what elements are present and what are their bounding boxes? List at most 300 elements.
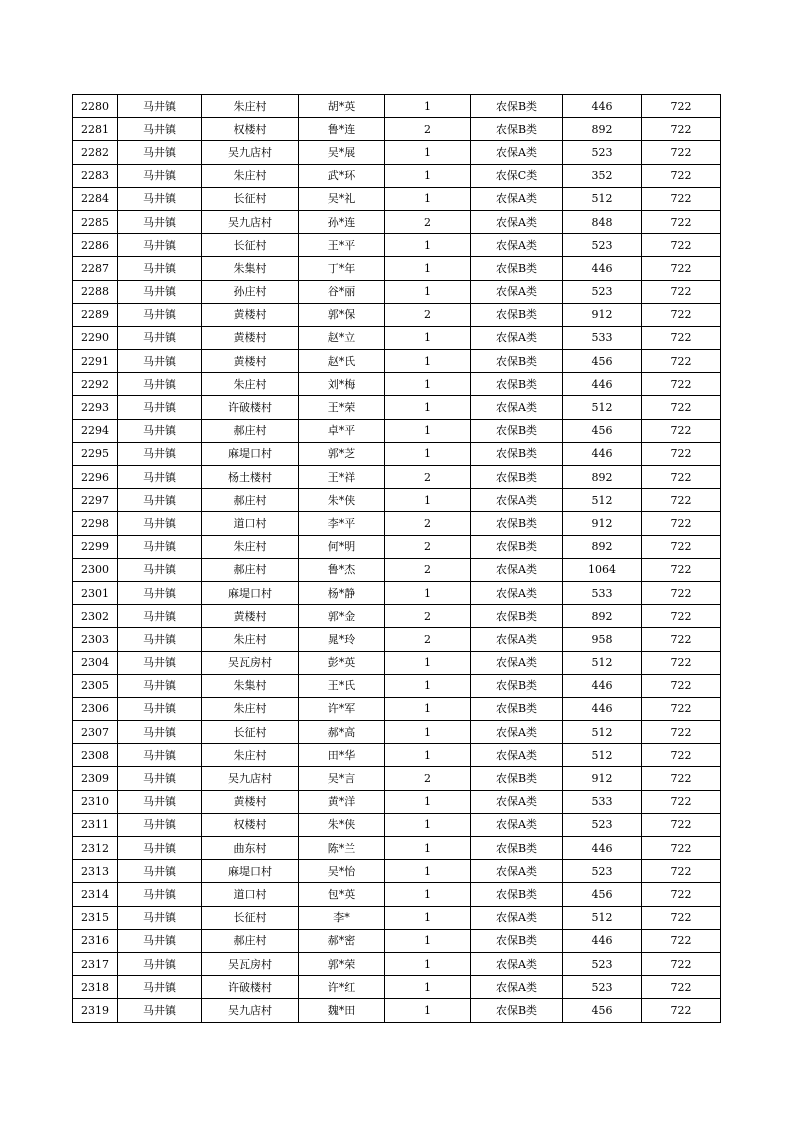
insurance-type-cell: 农保B类	[471, 535, 563, 558]
amount-cell: 446	[563, 373, 642, 396]
village-cell: 孙庄村	[202, 280, 299, 303]
table-row	[73, 535, 721, 558]
village-cell: 许破楼村	[202, 976, 299, 999]
table-row	[73, 164, 721, 187]
row-number-cell: 2316	[73, 929, 118, 952]
household-size-cell: 1	[385, 929, 471, 952]
insurance-type-cell: 农保B类	[471, 466, 563, 489]
household-size-cell: 1	[385, 837, 471, 860]
table-row	[73, 744, 721, 767]
household-size-cell: 1	[385, 187, 471, 210]
table-body	[73, 95, 721, 1023]
code-cell: 722	[642, 210, 721, 233]
code-cell: 722	[642, 303, 721, 326]
household-size-cell: 1	[385, 164, 471, 187]
household-size-cell: 1	[385, 906, 471, 929]
table-row	[73, 95, 721, 118]
household-size-cell: 1	[385, 883, 471, 906]
village-cell: 黄楼村	[202, 350, 299, 373]
code-cell: 722	[642, 721, 721, 744]
row-number-cell: 2281	[73, 118, 118, 141]
town-cell: 马井镇	[118, 373, 202, 396]
household-size-cell: 2	[385, 512, 471, 535]
row-number-cell: 2296	[73, 466, 118, 489]
household-size-cell: 1	[385, 999, 471, 1022]
town-cell: 马井镇	[118, 860, 202, 883]
code-cell: 722	[642, 790, 721, 813]
amount-cell: 512	[563, 187, 642, 210]
name-cell: 晁*玲	[299, 628, 385, 651]
code-cell: 722	[642, 767, 721, 790]
name-cell: 王*氏	[299, 674, 385, 697]
amount-cell: 446	[563, 697, 642, 720]
code-cell: 722	[642, 906, 721, 929]
amount-cell: 446	[563, 442, 642, 465]
insurance-type-cell: 农保B类	[471, 257, 563, 280]
amount-cell: 958	[563, 628, 642, 651]
name-cell: 包*英	[299, 883, 385, 906]
insurance-type-cell: 农保A类	[471, 234, 563, 257]
town-cell: 马井镇	[118, 767, 202, 790]
row-number-cell: 2294	[73, 419, 118, 442]
town-cell: 马井镇	[118, 628, 202, 651]
code-cell: 722	[642, 999, 721, 1022]
name-cell: 鲁*连	[299, 118, 385, 141]
village-cell: 朱庄村	[202, 697, 299, 720]
village-cell: 朱庄村	[202, 373, 299, 396]
name-cell: 朱*侠	[299, 489, 385, 512]
name-cell: 吴*礼	[299, 187, 385, 210]
name-cell: 王*平	[299, 234, 385, 257]
name-cell: 吴*怡	[299, 860, 385, 883]
table-row	[73, 605, 721, 628]
village-cell: 杨土楼村	[202, 466, 299, 489]
row-number-cell: 2293	[73, 396, 118, 419]
name-cell: 朱*侠	[299, 813, 385, 836]
row-number-cell: 2314	[73, 883, 118, 906]
row-number-cell: 2282	[73, 141, 118, 164]
amount-cell: 892	[563, 466, 642, 489]
household-size-cell: 1	[385, 697, 471, 720]
town-cell: 马井镇	[118, 95, 202, 118]
row-number-cell: 2305	[73, 674, 118, 697]
village-cell: 吴瓦房村	[202, 952, 299, 975]
household-size-cell: 1	[385, 581, 471, 604]
insurance-type-cell: 农保A类	[471, 976, 563, 999]
amount-cell: 456	[563, 350, 642, 373]
town-cell: 马井镇	[118, 651, 202, 674]
code-cell: 722	[642, 581, 721, 604]
village-cell: 朱集村	[202, 674, 299, 697]
insurance-type-cell: 农保A类	[471, 906, 563, 929]
household-size-cell: 1	[385, 442, 471, 465]
town-cell: 马井镇	[118, 929, 202, 952]
table-row	[73, 303, 721, 326]
household-size-cell: 2	[385, 466, 471, 489]
town-cell: 马井镇	[118, 512, 202, 535]
code-cell: 722	[642, 350, 721, 373]
code-cell: 722	[642, 535, 721, 558]
insurance-type-cell: 农保B类	[471, 605, 563, 628]
row-number-cell: 2310	[73, 790, 118, 813]
table-row	[73, 906, 721, 929]
insurance-type-cell: 农保A类	[471, 396, 563, 419]
household-size-cell: 1	[385, 234, 471, 257]
town-cell: 马井镇	[118, 187, 202, 210]
town-cell: 马井镇	[118, 164, 202, 187]
household-size-cell: 1	[385, 419, 471, 442]
household-size-cell: 1	[385, 721, 471, 744]
code-cell: 722	[642, 674, 721, 697]
row-number-cell: 2315	[73, 906, 118, 929]
amount-cell: 912	[563, 512, 642, 535]
village-cell: 道口村	[202, 883, 299, 906]
name-cell: 魏*田	[299, 999, 385, 1022]
village-cell: 道口村	[202, 512, 299, 535]
amount-cell: 523	[563, 860, 642, 883]
town-cell: 马井镇	[118, 581, 202, 604]
code-cell: 722	[642, 419, 721, 442]
household-size-cell: 2	[385, 210, 471, 233]
household-size-cell: 1	[385, 813, 471, 836]
name-cell: 刘*梅	[299, 373, 385, 396]
household-size-cell: 1	[385, 396, 471, 419]
town-cell: 马井镇	[118, 257, 202, 280]
table-row	[73, 790, 721, 813]
household-size-cell: 1	[385, 280, 471, 303]
insurance-type-cell: 农保A类	[471, 813, 563, 836]
town-cell: 马井镇	[118, 813, 202, 836]
household-size-cell: 1	[385, 350, 471, 373]
insurance-type-cell: 农保A类	[471, 558, 563, 581]
insurance-type-cell: 农保A类	[471, 210, 563, 233]
name-cell: 王*祥	[299, 466, 385, 489]
amount-cell: 512	[563, 721, 642, 744]
code-cell: 722	[642, 952, 721, 975]
code-cell: 722	[642, 837, 721, 860]
insurance-type-cell: 农保B类	[471, 512, 563, 535]
code-cell: 722	[642, 860, 721, 883]
name-cell: 郝*密	[299, 929, 385, 952]
row-number-cell: 2313	[73, 860, 118, 883]
code-cell: 722	[642, 929, 721, 952]
row-number-cell: 2289	[73, 303, 118, 326]
household-size-cell: 2	[385, 535, 471, 558]
row-number-cell: 2284	[73, 187, 118, 210]
town-cell: 马井镇	[118, 999, 202, 1022]
name-cell: 郭*荣	[299, 952, 385, 975]
row-number-cell: 2280	[73, 95, 118, 118]
table-row	[73, 628, 721, 651]
village-cell: 长征村	[202, 721, 299, 744]
amount-cell: 912	[563, 767, 642, 790]
town-cell: 马井镇	[118, 721, 202, 744]
village-cell: 曲东村	[202, 837, 299, 860]
household-size-cell: 1	[385, 674, 471, 697]
insurance-type-cell: 农保A类	[471, 581, 563, 604]
row-number-cell: 2319	[73, 999, 118, 1022]
household-size-cell: 1	[385, 952, 471, 975]
name-cell: 孙*连	[299, 210, 385, 233]
insurance-type-cell: 农保A类	[471, 280, 563, 303]
town-cell: 马井镇	[118, 350, 202, 373]
code-cell: 722	[642, 466, 721, 489]
table-row	[73, 883, 721, 906]
table-row	[73, 512, 721, 535]
insurance-type-cell: 农保B类	[471, 95, 563, 118]
name-cell: 卓*平	[299, 419, 385, 442]
amount-cell: 912	[563, 303, 642, 326]
village-cell: 郝庄村	[202, 489, 299, 512]
insurance-type-cell: 农保B类	[471, 419, 563, 442]
table-row	[73, 651, 721, 674]
name-cell: 许*军	[299, 697, 385, 720]
village-cell: 朱庄村	[202, 744, 299, 767]
town-cell: 马井镇	[118, 605, 202, 628]
code-cell: 722	[642, 489, 721, 512]
row-number-cell: 2285	[73, 210, 118, 233]
row-number-cell: 2299	[73, 535, 118, 558]
row-number-cell: 2304	[73, 651, 118, 674]
row-number-cell: 2312	[73, 837, 118, 860]
amount-cell: 512	[563, 744, 642, 767]
village-cell: 黄楼村	[202, 605, 299, 628]
code-cell: 722	[642, 744, 721, 767]
table-row	[73, 419, 721, 442]
town-cell: 马井镇	[118, 419, 202, 442]
town-cell: 马井镇	[118, 535, 202, 558]
household-size-cell: 1	[385, 489, 471, 512]
code-cell: 722	[642, 141, 721, 164]
code-cell: 722	[642, 813, 721, 836]
row-number-cell: 2297	[73, 489, 118, 512]
row-number-cell: 2307	[73, 721, 118, 744]
household-size-cell: 2	[385, 628, 471, 651]
village-cell: 吴九店村	[202, 141, 299, 164]
name-cell: 郭*金	[299, 605, 385, 628]
amount-cell: 512	[563, 651, 642, 674]
village-cell: 吴瓦房村	[202, 651, 299, 674]
data-table	[72, 94, 721, 1023]
household-size-cell: 2	[385, 558, 471, 581]
code-cell: 722	[642, 326, 721, 349]
insurance-type-cell: 农保B类	[471, 350, 563, 373]
insurance-type-cell: 农保B类	[471, 767, 563, 790]
village-cell: 长征村	[202, 187, 299, 210]
name-cell: 黄*洋	[299, 790, 385, 813]
table-row	[73, 929, 721, 952]
name-cell: 田*华	[299, 744, 385, 767]
town-cell: 马井镇	[118, 141, 202, 164]
household-size-cell: 1	[385, 95, 471, 118]
town-cell: 马井镇	[118, 790, 202, 813]
insurance-type-cell: 农保C类	[471, 164, 563, 187]
town-cell: 马井镇	[118, 118, 202, 141]
village-cell: 麻堤口村	[202, 442, 299, 465]
row-number-cell: 2302	[73, 605, 118, 628]
village-cell: 权楼村	[202, 813, 299, 836]
household-size-cell: 1	[385, 326, 471, 349]
village-cell: 朱庄村	[202, 535, 299, 558]
code-cell: 722	[642, 697, 721, 720]
name-cell: 郭*保	[299, 303, 385, 326]
village-cell: 麻堤口村	[202, 860, 299, 883]
table-row	[73, 280, 721, 303]
name-cell: 郝*高	[299, 721, 385, 744]
code-cell: 722	[642, 234, 721, 257]
table-row	[73, 489, 721, 512]
row-number-cell: 2308	[73, 744, 118, 767]
town-cell: 马井镇	[118, 396, 202, 419]
village-cell: 吴九店村	[202, 210, 299, 233]
code-cell: 722	[642, 442, 721, 465]
insurance-type-cell: 农保B类	[471, 674, 563, 697]
code-cell: 722	[642, 95, 721, 118]
amount-cell: 446	[563, 257, 642, 280]
village-cell: 吴九店村	[202, 999, 299, 1022]
amount-cell: 512	[563, 489, 642, 512]
table-row	[73, 999, 721, 1022]
code-cell: 722	[642, 118, 721, 141]
code-cell: 722	[642, 605, 721, 628]
household-size-cell: 1	[385, 651, 471, 674]
town-cell: 马井镇	[118, 883, 202, 906]
code-cell: 722	[642, 396, 721, 419]
name-cell: 鲁*杰	[299, 558, 385, 581]
name-cell: 赵*氏	[299, 350, 385, 373]
household-size-cell: 1	[385, 790, 471, 813]
amount-cell: 892	[563, 605, 642, 628]
household-size-cell: 2	[385, 767, 471, 790]
row-number-cell: 2295	[73, 442, 118, 465]
name-cell: 赵*立	[299, 326, 385, 349]
town-cell: 马井镇	[118, 326, 202, 349]
amount-cell: 1064	[563, 558, 642, 581]
amount-cell: 446	[563, 674, 642, 697]
row-number-cell: 2290	[73, 326, 118, 349]
table-row	[73, 466, 721, 489]
table-row	[73, 210, 721, 233]
village-cell: 长征村	[202, 906, 299, 929]
name-cell: 杨*静	[299, 581, 385, 604]
insurance-type-cell: 农保A类	[471, 721, 563, 744]
name-cell: 丁*年	[299, 257, 385, 280]
town-cell: 马井镇	[118, 674, 202, 697]
row-number-cell: 2317	[73, 952, 118, 975]
row-number-cell: 2301	[73, 581, 118, 604]
row-number-cell: 2283	[73, 164, 118, 187]
village-cell: 长征村	[202, 234, 299, 257]
row-number-cell: 2311	[73, 813, 118, 836]
row-number-cell: 2309	[73, 767, 118, 790]
household-size-cell: 2	[385, 303, 471, 326]
amount-cell: 456	[563, 999, 642, 1022]
household-size-cell: 1	[385, 744, 471, 767]
name-cell: 许*红	[299, 976, 385, 999]
town-cell: 马井镇	[118, 906, 202, 929]
amount-cell: 446	[563, 929, 642, 952]
village-cell: 郝庄村	[202, 558, 299, 581]
table-row	[73, 141, 721, 164]
village-cell: 朱集村	[202, 257, 299, 280]
amount-cell: 523	[563, 813, 642, 836]
table-row	[73, 118, 721, 141]
table-row	[73, 721, 721, 744]
amount-cell: 892	[563, 118, 642, 141]
household-size-cell: 2	[385, 605, 471, 628]
insurance-type-cell: 农保A类	[471, 651, 563, 674]
table-row	[73, 860, 721, 883]
insurance-type-cell: 农保A类	[471, 744, 563, 767]
table-row	[73, 396, 721, 419]
table-row	[73, 697, 721, 720]
insurance-type-cell: 农保A类	[471, 489, 563, 512]
town-cell: 马井镇	[118, 442, 202, 465]
table-row	[73, 581, 721, 604]
name-cell: 何*明	[299, 535, 385, 558]
amount-cell: 523	[563, 952, 642, 975]
amount-cell: 848	[563, 210, 642, 233]
table-row	[73, 558, 721, 581]
row-number-cell: 2288	[73, 280, 118, 303]
row-number-cell: 2303	[73, 628, 118, 651]
village-cell: 朱庄村	[202, 164, 299, 187]
household-size-cell: 2	[385, 118, 471, 141]
table-row	[73, 442, 721, 465]
amount-cell: 512	[563, 396, 642, 419]
insurance-type-cell: 农保B类	[471, 999, 563, 1022]
town-cell: 马井镇	[118, 558, 202, 581]
insurance-type-cell: 农保B类	[471, 303, 563, 326]
amount-cell: 512	[563, 906, 642, 929]
name-cell: 谷*丽	[299, 280, 385, 303]
insurance-type-cell: 农保B类	[471, 837, 563, 860]
table-row	[73, 257, 721, 280]
row-number-cell: 2287	[73, 257, 118, 280]
town-cell: 马井镇	[118, 976, 202, 999]
name-cell: 吴*言	[299, 767, 385, 790]
insurance-type-cell: 农保A类	[471, 326, 563, 349]
town-cell: 马井镇	[118, 837, 202, 860]
name-cell: 吴*展	[299, 141, 385, 164]
amount-cell: 523	[563, 141, 642, 164]
code-cell: 722	[642, 558, 721, 581]
table-row	[73, 234, 721, 257]
household-size-cell: 1	[385, 860, 471, 883]
village-cell: 黄楼村	[202, 303, 299, 326]
row-number-cell: 2306	[73, 697, 118, 720]
amount-cell: 456	[563, 419, 642, 442]
town-cell: 马井镇	[118, 210, 202, 233]
amount-cell: 533	[563, 326, 642, 349]
code-cell: 722	[642, 628, 721, 651]
table-row	[73, 326, 721, 349]
insurance-type-cell: 农保B类	[471, 118, 563, 141]
name-cell: 彭*英	[299, 651, 385, 674]
village-cell: 朱庄村	[202, 628, 299, 651]
code-cell: 722	[642, 164, 721, 187]
household-size-cell: 1	[385, 257, 471, 280]
table-row	[73, 350, 721, 373]
amount-cell: 446	[563, 837, 642, 860]
insurance-type-cell: 农保A类	[471, 790, 563, 813]
table-row	[73, 837, 721, 860]
insurance-type-cell: 农保B类	[471, 929, 563, 952]
amount-cell: 446	[563, 95, 642, 118]
town-cell: 马井镇	[118, 489, 202, 512]
name-cell: 李*平	[299, 512, 385, 535]
household-size-cell: 1	[385, 141, 471, 164]
